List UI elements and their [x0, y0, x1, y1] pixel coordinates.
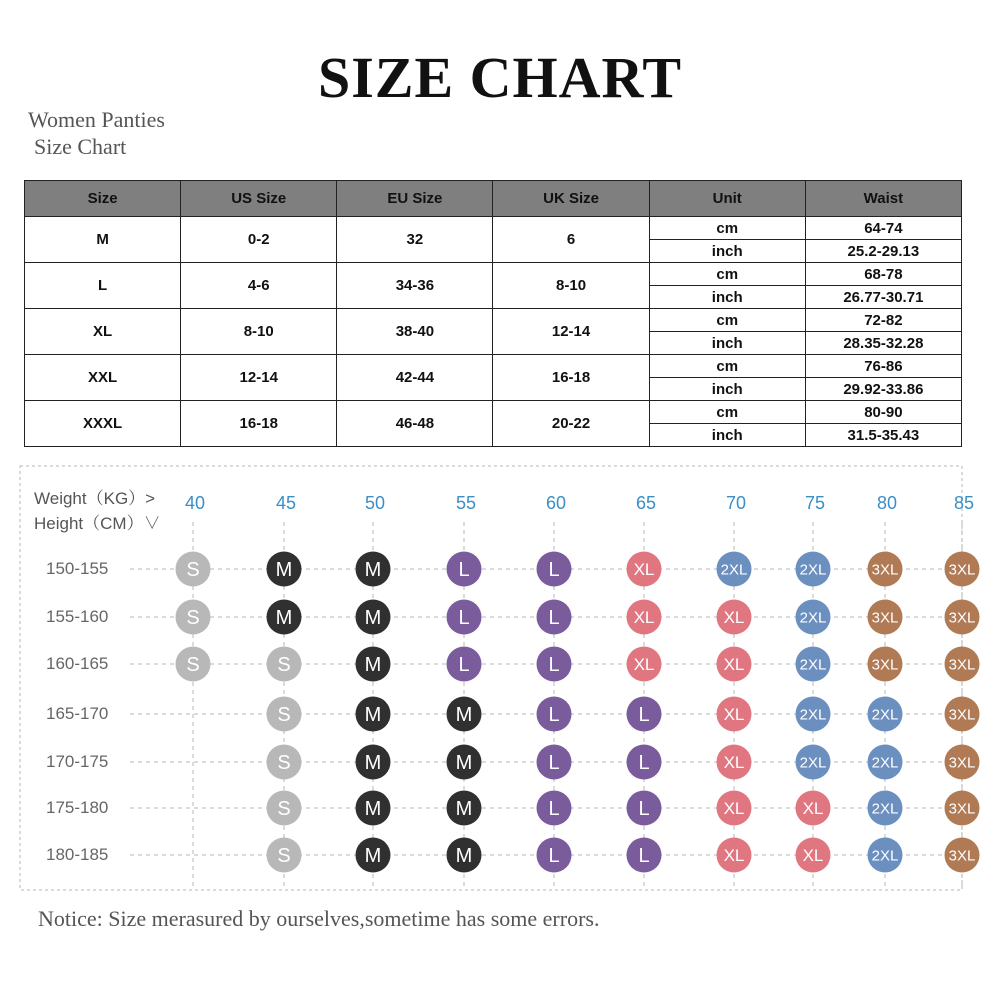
weight-tick-label: 50 — [364, 493, 386, 513]
size-marker-label: S — [277, 752, 291, 775]
size-marker-label: XL — [723, 846, 745, 866]
cell-us-size: 8-10 — [181, 309, 337, 355]
subtitle-line-1: Women Panties — [28, 107, 165, 132]
cell-waist-cm: 72-82 — [805, 309, 961, 332]
weight-tick-label: 40 — [184, 493, 206, 513]
cell-unit-cm: cm — [649, 217, 805, 240]
size-marker-label: 3XL — [948, 847, 976, 865]
subtitle-line-2: Size Chart — [34, 134, 127, 159]
size-marker-label: L — [638, 704, 650, 727]
height-tick-label: 175-180 — [46, 798, 109, 817]
size-marker-label: L — [548, 752, 560, 775]
height-tick-label: 155-160 — [46, 607, 109, 626]
height-tick-label: 180-185 — [46, 845, 109, 864]
cell-waist-cm: 76-86 — [805, 355, 961, 378]
col-header-uk-size: UK Size — [493, 181, 649, 217]
cell-waist-inch: 29.92-33.86 — [805, 378, 961, 401]
cell-unit-cm: cm — [649, 309, 805, 332]
size-marker-label: M — [364, 559, 382, 582]
cell-size: L — [25, 263, 181, 309]
cell-waist-cm: 80-90 — [805, 401, 961, 424]
height-axis-label: Height（CM）∨ — [34, 514, 161, 533]
footer-notice: Notice: Size merasured by ourselves,sometime has some errors. — [38, 906, 600, 931]
size-marker-label: 2XL — [799, 754, 827, 772]
size-marker-label: M — [364, 704, 382, 727]
weight-tick-label: 55 — [455, 493, 477, 513]
height-tick-label: 160-165 — [46, 654, 109, 673]
size-marker-label: S — [186, 654, 200, 677]
weight-tick-label: 65 — [635, 493, 657, 513]
size-marker-label: M — [275, 559, 293, 582]
size-marker-label: M — [455, 845, 473, 868]
weight-tick-label: 70 — [725, 493, 747, 513]
size-marker-label: XL — [802, 846, 824, 866]
cell-uk-size: 12-14 — [493, 309, 649, 355]
cell-size: XL — [25, 309, 181, 355]
size-marker-label: L — [638, 798, 650, 821]
size-marker-label: XL — [723, 608, 745, 628]
cell-uk-size: 8-10 — [493, 263, 649, 309]
height-tick-label: 150-155 — [46, 559, 109, 578]
size-marker-label: 2XL — [871, 706, 899, 724]
size-marker-label: S — [277, 798, 291, 821]
cell-eu-size: 38-40 — [337, 309, 493, 355]
size-marker-label: M — [455, 704, 473, 727]
cell-waist-cm: 68-78 — [805, 263, 961, 286]
size-marker-label: 2XL — [799, 561, 827, 579]
cell-unit-inch: inch — [649, 286, 805, 309]
cell-uk-size: 20-22 — [493, 401, 649, 447]
cell-unit-cm: cm — [649, 355, 805, 378]
size-marker-label: L — [548, 559, 560, 582]
size-marker-label: L — [548, 704, 560, 727]
size-marker-label: S — [277, 704, 291, 727]
cell-unit-cm: cm — [649, 401, 805, 424]
size-marker-label: XL — [723, 753, 745, 773]
col-header-waist: Waist — [805, 181, 961, 217]
size-marker-label: M — [275, 607, 293, 630]
col-header-unit: Unit — [649, 181, 805, 217]
size-marker-label: XL — [633, 608, 655, 628]
cell-uk-size: 6 — [493, 217, 649, 263]
cell-size: XXL — [25, 355, 181, 401]
size-marker-label: L — [638, 845, 650, 868]
cell-eu-size: 46-48 — [337, 401, 493, 447]
size-marker-label: L — [548, 654, 560, 677]
size-marker-label: S — [277, 654, 291, 677]
size-marker-label: L — [548, 845, 560, 868]
size-marker-label: M — [364, 654, 382, 677]
size-marker-label: L — [458, 607, 470, 630]
size-marker-label: 3XL — [948, 561, 976, 579]
cell-unit-inch: inch — [649, 378, 805, 401]
size-marker-label: M — [364, 752, 382, 775]
cell-unit-cm: cm — [649, 263, 805, 286]
size-marker-label: 2XL — [720, 561, 748, 579]
size-marker-label: 2XL — [871, 800, 899, 818]
size-marker-label: S — [277, 845, 291, 868]
cell-waist-inch: 31.5-35.43 — [805, 424, 961, 447]
col-header-us-size: US Size — [181, 181, 337, 217]
size-marker-label: XL — [723, 655, 745, 675]
size-marker-label: 2XL — [799, 609, 827, 627]
cell-us-size: 12-14 — [181, 355, 337, 401]
size-marker-label: M — [364, 798, 382, 821]
size-marker-label: 3XL — [871, 609, 899, 627]
size-marker-label: 2XL — [871, 847, 899, 865]
cell-eu-size: 32 — [337, 217, 493, 263]
cell-us-size: 4-6 — [181, 263, 337, 309]
size-marker-label: 3XL — [871, 561, 899, 579]
size-marker-label: XL — [802, 799, 824, 819]
page-title: SIZE CHART — [317, 45, 683, 110]
size-marker-label: L — [458, 654, 470, 677]
cell-us-size: 0-2 — [181, 217, 337, 263]
height-tick-label: 165-170 — [46, 704, 109, 723]
size-marker-label: XL — [633, 655, 655, 675]
weight-tick-label: 80 — [876, 493, 898, 513]
size-marker-label: 2XL — [799, 706, 827, 724]
size-marker-label: S — [186, 607, 200, 630]
weight-tick-label: 85 — [953, 493, 975, 513]
cell-size: M — [25, 217, 181, 263]
size-marker-label: L — [638, 752, 650, 775]
size-marker-label: 3XL — [948, 609, 976, 627]
col-header-eu-size: EU Size — [337, 181, 493, 217]
height-tick-label: 170-175 — [46, 752, 109, 771]
cell-eu-size: 34-36 — [337, 263, 493, 309]
size-marker-label: 3XL — [948, 656, 976, 674]
cell-eu-size: 42-44 — [337, 355, 493, 401]
cell-waist-inch: 25.2-29.13 — [805, 240, 961, 263]
weight-tick-label: 60 — [545, 493, 567, 513]
weight-tick-label: 75 — [804, 493, 826, 513]
size-marker-label: XL — [633, 560, 655, 580]
weight-tick-labels — [185, 493, 974, 513]
height-tick-labels — [46, 559, 108, 864]
size-marker-label: 3XL — [948, 754, 976, 772]
size-marker-label: L — [548, 798, 560, 821]
size-marker-label: XL — [723, 799, 745, 819]
cell-waist-inch: 28.35-32.28 — [805, 332, 961, 355]
cell-unit-inch: inch — [649, 332, 805, 355]
cell-waist-cm: 64-74 — [805, 217, 961, 240]
size-marker-label: 3XL — [871, 656, 899, 674]
col-header-size: Size — [25, 181, 181, 217]
size-marker-label: 2XL — [799, 656, 827, 674]
size-marker-label: 3XL — [948, 706, 976, 724]
cell-uk-size: 16-18 — [493, 355, 649, 401]
size-marker-label: M — [364, 607, 382, 630]
cell-waist-inch: 26.77-30.71 — [805, 286, 961, 309]
weight-axis-label: Weight（KG）> — [34, 489, 156, 508]
weight-tick-label: 45 — [275, 493, 297, 513]
size-markers — [176, 552, 980, 873]
size-marker-label: XL — [723, 705, 745, 725]
size-marker-label: M — [455, 798, 473, 821]
size-marker-label: 3XL — [948, 800, 976, 818]
size-marker-label: M — [364, 845, 382, 868]
size-marker-label: L — [458, 559, 470, 582]
size-marker-label: S — [186, 559, 200, 582]
size-marker-label: 2XL — [871, 754, 899, 772]
size-marker-label: L — [548, 607, 560, 630]
cell-us-size: 16-18 — [181, 401, 337, 447]
cell-unit-inch: inch — [649, 424, 805, 447]
size-marker-label: M — [455, 752, 473, 775]
cell-unit-inch: inch — [649, 240, 805, 263]
cell-size: XXXL — [25, 401, 181, 447]
